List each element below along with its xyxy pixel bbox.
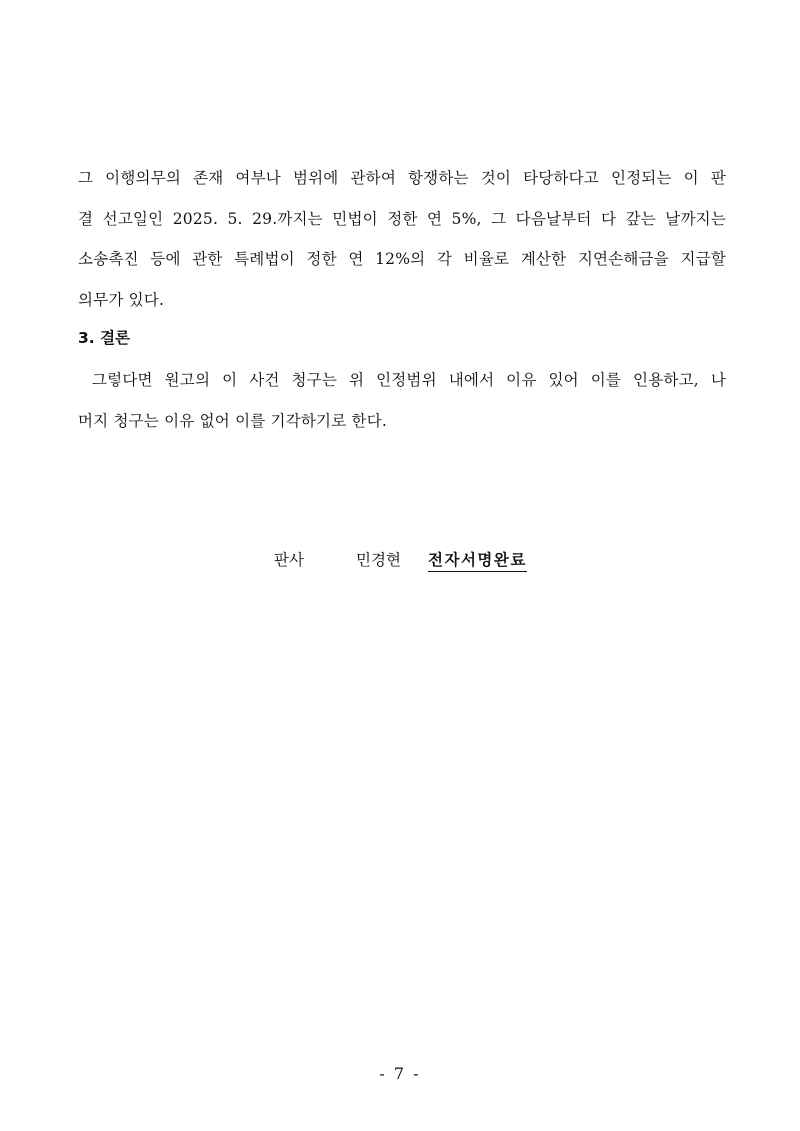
signature-name: 민경현: [356, 551, 401, 569]
paragraph-line: 그 이행의무의 존재 여부나 범위에 관하여 항쟁하는 것이 타당하다고 인정되는 이 판: [78, 169, 726, 187]
signature-role: 판사: [274, 551, 304, 569]
paragraph-line: 의무가 있다.: [78, 290, 165, 309]
paragraph-conclusion: [78, 360, 726, 441]
page-number: - 7 -: [379, 1064, 421, 1083]
section-heading-conclusion: 3. 결론: [78, 329, 131, 347]
paragraph-line: 머지 청구는 이유 없어 이를 기각하기로 한다.: [78, 411, 388, 430]
paragraph-line: 소송촉진 등에 관한 특례법이 정한 연 12%의 각 비율로 계산한 지연손해금을 지급할: [78, 250, 726, 268]
judge-signature-block: [0, 548, 800, 578]
paragraph-interest-obligation: [78, 158, 726, 320]
paragraph-line: 결 선고일인 2025. 5. 29.까지는 민법이 정한 연 5%, 그 다음날부터 다 갚는 날까지는: [78, 209, 726, 228]
paragraph-line: 그렇다면 원고의 이 사건 청구는 위 인정범위 내에서 이유 있어 이를 인용하고, 나: [92, 371, 726, 389]
electronic-signature-stamp: 전자서명완료: [428, 550, 527, 572]
